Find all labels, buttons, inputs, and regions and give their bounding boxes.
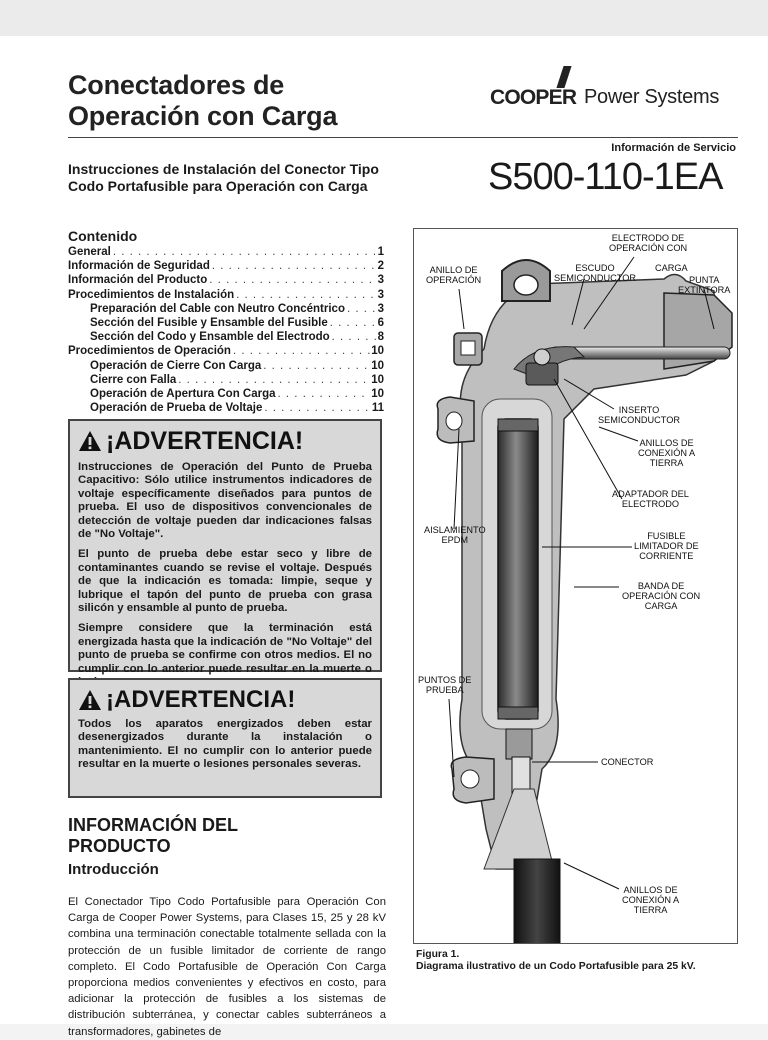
label-load-electrode-l3: CARGA — [655, 263, 688, 273]
toc-item-page: 3 — [377, 274, 384, 287]
label-connector: CONECTOR — [601, 757, 654, 767]
label-fuse: FUSIBLE LIMITADOR DE CORRIENTE — [634, 531, 699, 562]
toc-leader-dots — [345, 302, 378, 316]
document-title — [68, 70, 337, 132]
toc-item-label: Procedimientos de Operación — [68, 345, 231, 358]
toc-item-label: Información de Seguridad — [68, 260, 210, 273]
toc-item-page: 10 — [371, 345, 384, 358]
service-info-label: Información de Servicio — [611, 142, 736, 154]
warning-triangle-icon — [78, 689, 102, 711]
warning-paragraph: El punto de prueba debe estar seco y libre de contaminantes cuando se revise el voltaje. Después de que la indicación es tomada: limpie, seque y lubrique el tapón del punto de prueba con grasa silicón y ensamble al punto de prueba. — [78, 548, 372, 615]
toc-item-page: 3 — [377, 302, 384, 315]
label-ground-rings-bottom: ANILLOS DE CONEXIÓN A TIERRA — [622, 885, 680, 916]
current-limiting-fuse — [498, 419, 538, 719]
warning-heading-text: ¡ADVERTENCIA! — [106, 427, 304, 455]
toc-item-label: Operación de Apertura Con Carga — [90, 388, 276, 401]
toc-item-page: 10 — [371, 373, 384, 386]
figure-caption — [416, 949, 696, 973]
toc-item-page: 10 — [371, 388, 384, 401]
toc-item-label: Sección del Fusible y Ensamble del Fusible — [90, 317, 328, 330]
label-operating-ring: ANILLO DE OPERACIÓN — [426, 265, 482, 286]
label-extinguishing-tip: PUNTA EXTINTORA — [678, 275, 731, 296]
toc-item-page: 2 — [377, 260, 384, 273]
toc-leader-dots — [210, 259, 378, 273]
warning-paragraph: Instrucciones de Operación del Punto de Prueba Capacitivo: Sólo utilice instrumentos indicadores de voltaje específicamente diseñados para puntos de prueba. El uso de dispositivos convencionales de detección de voltaje pueden dar indicaciones falsas de "No Voltaje". — [78, 461, 372, 541]
warning-box-deenergize — [68, 678, 382, 798]
toc-item[interactable] — [68, 316, 384, 330]
toc-item-label: Sección del Codo y Ensamble del Electrodo — [90, 331, 330, 344]
contents-title: Contenido — [68, 228, 138, 244]
toc-item-page: 8 — [377, 331, 384, 344]
toc-leader-dots — [262, 401, 371, 415]
label-semiconductive-insert: INSERTO SEMICONDUCTOR — [598, 405, 681, 426]
toc-item[interactable] — [68, 259, 384, 273]
toc-item-label: Información del Producto — [68, 274, 208, 287]
caption-text: Diagrama ilustrativo de un Codo Portafusible para 25 kV. — [416, 961, 696, 972]
toc-item-label: Procedimientos de Instalación — [68, 288, 235, 301]
label-load-electrode: ELECTRODO DE OPERACIÓN CON — [609, 233, 688, 254]
toc-leader-dots — [330, 330, 378, 344]
toc-item[interactable] — [68, 245, 384, 259]
figure-1-diagram — [413, 228, 738, 944]
title-line-2: Operación con Carga — [68, 101, 338, 131]
section-heading-line: PRODUCTO — [68, 836, 171, 856]
warning-heading — [78, 686, 372, 714]
toc-item-label: Operación de Cierre Con Carga — [90, 359, 262, 372]
toc-item[interactable] — [68, 302, 384, 316]
cable — [514, 859, 560, 943]
toc-item[interactable] — [68, 288, 384, 302]
warning-heading — [78, 427, 372, 455]
electrode-adapter — [526, 363, 558, 385]
label-ground-rings-top: ANILLOS DE CONEXIÓN A TIERRA — [638, 438, 696, 469]
toc-item[interactable] — [68, 401, 384, 415]
toc-item-label: Cierre con Falla — [90, 373, 177, 386]
label-test-points: PUNTOS DE PRUEBA — [418, 675, 472, 696]
toc-leader-dots — [276, 387, 372, 401]
toc-item-page: 3 — [377, 288, 384, 301]
warning-heading-text: ¡ADVERTENCIA! — [106, 686, 296, 713]
toc-leader-dots — [234, 288, 377, 302]
toc-item[interactable] — [68, 273, 384, 287]
label-loadbreak-band: BANDA DE OPERACIÓN CON CARGA — [622, 581, 701, 612]
logo-subtitle: Power Systems — [584, 86, 720, 108]
table-of-contents — [68, 228, 384, 415]
toc-list — [68, 245, 384, 415]
section-heading-line: INFORMACIÓN DEL — [68, 815, 238, 835]
logo-brand: COOPER — [490, 86, 577, 109]
warning-triangle-icon — [78, 430, 102, 452]
section-heading — [68, 815, 328, 857]
toc-item[interactable] — [68, 387, 384, 401]
warning-box-test-point — [68, 419, 382, 675]
intro-paragraph: El Conectador Tipo Codo Portafusible para Operación Con Carga de Cooper Power Systems, para Clases 15, 25 y 28 kV combina una terminación conectable totalmente sellada con la protección de un fusible limitador de corriente de rango completo. El Codo Portafusible de Operación Con Carga proporciona medios convenientes y efectivos en costo, para adicionar la protección de fusibles a los sistemas de distribución subterránea, y conectar cables subterráneos a transformadores, gabinetes de — [68, 896, 386, 1038]
document-number: S500-110-1EA — [488, 156, 723, 198]
connector-body — [506, 729, 532, 759]
warning-paragraph: Siempre considere que la terminación está energizada hasta que la indicación de "No Voltaje" del punto de prueba se confirme con otros medios. El no cumplir con lo anterior puede resultar en la muerte o — [78, 622, 372, 675]
toc-item-label: Operación de Prueba de Voltaje — [90, 402, 263, 415]
label-epdm-insulation: AISLAMIENTO EPDM — [424, 525, 486, 546]
label-electrode-adapter: ADAPTADOR DEL ELECTRODO — [612, 489, 689, 510]
toc-leader-dots — [261, 359, 371, 373]
toc-leader-dots — [328, 316, 378, 330]
logo-mark-icon — [556, 66, 571, 88]
viewer-top-bar — [0, 0, 768, 36]
document-subtitle — [68, 161, 488, 195]
label-semiconductive-shield: ESCUDO SEMICONDUCTOR — [554, 263, 637, 284]
warning-paragraph: Todos los aparatos energizados deben estar desenergizados durante la instalación o mantenimiento. El no cumplir con lo anterior puede resultar en la muerte o lesiones personales severas. — [78, 718, 372, 771]
header-rule — [68, 137, 738, 138]
toc-item-label: General — [68, 246, 111, 258]
toc-leader-dots — [176, 373, 371, 387]
toc-item[interactable] — [68, 373, 384, 387]
title-line-1: Conectadores de — [68, 70, 285, 100]
toc-item-page: 11 — [371, 402, 384, 415]
toc-item[interactable] — [68, 359, 384, 373]
toc-item-label: Preparación del Cable con Neutro Concéntrico — [90, 302, 345, 315]
toc-item[interactable] — [68, 344, 384, 358]
toc-leader-dots — [207, 273, 377, 287]
toc-item-page: 10 — [371, 359, 384, 372]
toc-item[interactable] — [68, 330, 384, 344]
toc-leader-dots — [111, 245, 378, 259]
subtitle-line-1: Instrucciones de Instalación del Conector Tipo — [68, 161, 379, 177]
subtitle-line-2: Codo Portafusible para Operación con Carga — [68, 178, 368, 194]
toc-leader-dots — [231, 344, 371, 358]
subsection-heading: Introducción — [68, 861, 159, 878]
cooper-logo — [490, 66, 740, 112]
toc-item-page: 6 — [377, 317, 384, 330]
caption-label: Figura 1. — [416, 949, 460, 960]
toc-item-page: 1 — [377, 246, 384, 258]
